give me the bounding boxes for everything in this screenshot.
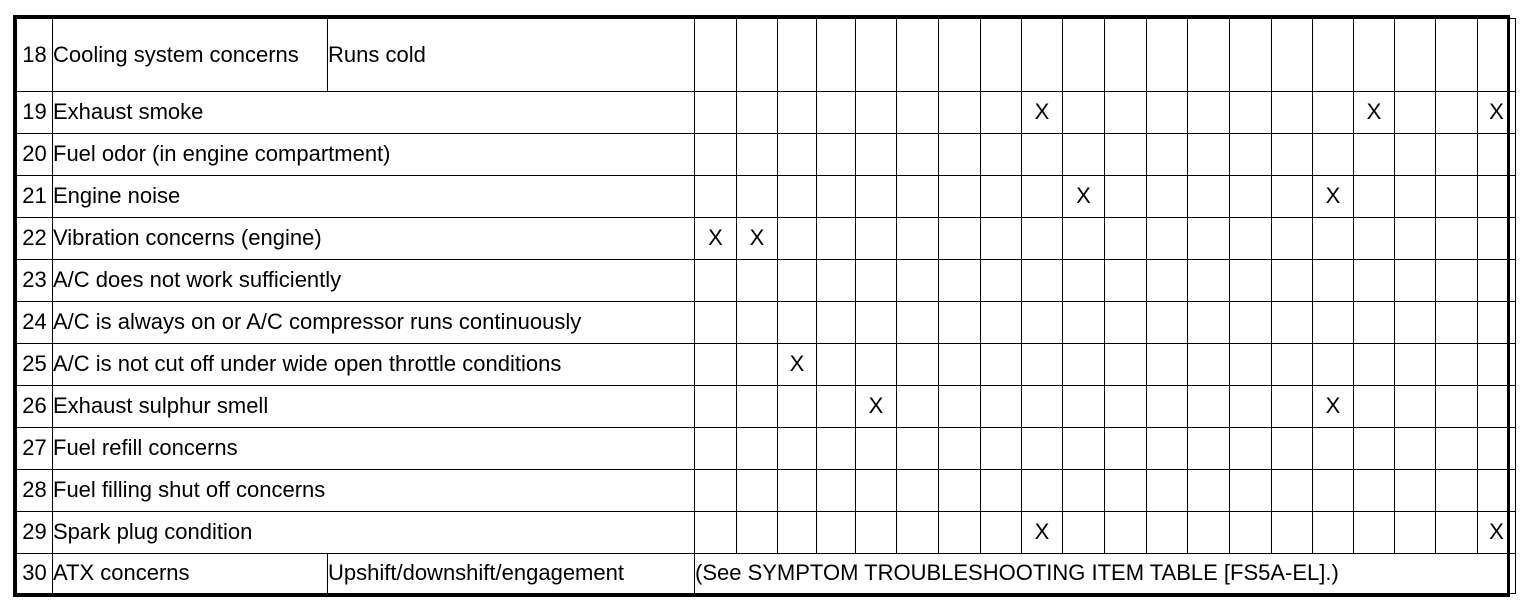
empty-cell [1230,428,1272,470]
empty-cell [737,428,778,470]
empty-cell [1395,218,1436,260]
empty-cell [1272,19,1313,92]
empty-cell [1354,386,1395,428]
row-number: 19 [17,92,53,134]
table-row [17,512,1516,554]
empty-cell [856,176,897,218]
empty-cell [817,92,856,134]
empty-cell [1272,470,1313,512]
empty-cell [817,19,856,92]
empty-cell [1022,134,1063,176]
table-row [17,260,1516,302]
empty-cell [981,92,1022,134]
empty-cell [1436,302,1478,344]
symptom-condition: Upshift/downshift/engagement [328,554,695,594]
symptom-item: Exhaust sulphur smell [53,386,695,428]
empty-cell [695,512,737,554]
empty-cell [1147,344,1188,386]
empty-cell [1188,386,1230,428]
table-row [17,344,1516,386]
empty-cell [981,512,1022,554]
empty-cell [1313,428,1354,470]
empty-cell [817,344,856,386]
row-number: 24 [17,302,53,344]
empty-cell [1188,19,1230,92]
empty-cell [1478,344,1516,386]
empty-cell [1063,512,1105,554]
empty-cell [1105,512,1147,554]
check-mark: X [856,386,897,428]
table-row [17,302,1516,344]
empty-cell [1063,302,1105,344]
empty-cell [856,218,897,260]
empty-cell [695,302,737,344]
empty-cell [1147,218,1188,260]
empty-cell [695,344,737,386]
symptom-item: A/C is always on or A/C compressor runs continuously [53,302,695,344]
symptom-item: Fuel refill concerns [53,428,695,470]
empty-cell [1436,386,1478,428]
empty-cell [1022,302,1063,344]
empty-cell [939,386,981,428]
empty-cell [1022,386,1063,428]
empty-cell [981,218,1022,260]
empty-cell [1105,344,1147,386]
empty-cell [1354,134,1395,176]
empty-cell [1395,134,1436,176]
empty-cell [1272,302,1313,344]
empty-cell [1272,176,1313,218]
empty-cell [778,92,817,134]
diagnostic-table-frame [13,15,1510,597]
empty-cell [1230,176,1272,218]
empty-cell [1354,260,1395,302]
symptom-item: Fuel filling shut off concerns [53,470,695,512]
empty-cell [737,134,778,176]
empty-cell [695,428,737,470]
empty-cell [817,428,856,470]
check-mark: X [778,344,817,386]
empty-cell [1354,344,1395,386]
empty-cell [856,302,897,344]
empty-cell [981,260,1022,302]
empty-cell [1188,302,1230,344]
empty-cell [856,134,897,176]
empty-cell [1436,344,1478,386]
row-number: 29 [17,512,53,554]
empty-cell [1188,344,1230,386]
table-row [17,218,1516,260]
empty-cell [1478,134,1516,176]
empty-cell [817,470,856,512]
empty-cell [939,176,981,218]
empty-cell [1105,19,1147,92]
table-row [17,470,1516,512]
empty-cell [737,512,778,554]
empty-cell [1063,92,1105,134]
symptom-item: Cooling system concerns [53,19,328,92]
empty-cell [1436,176,1478,218]
empty-cell [1436,218,1478,260]
empty-cell [1230,19,1272,92]
symptom-item: A/C is not cut off under wide open throttle conditions [53,344,695,386]
empty-cell [1395,302,1436,344]
empty-cell [778,176,817,218]
empty-cell [1230,386,1272,428]
empty-cell [1063,428,1105,470]
empty-cell [981,134,1022,176]
empty-cell [1478,218,1516,260]
empty-cell [1063,19,1105,92]
empty-cell [856,470,897,512]
row-number: 25 [17,344,53,386]
empty-cell [1147,386,1188,428]
empty-cell [1478,19,1516,92]
empty-cell [695,92,737,134]
empty-cell [1105,302,1147,344]
empty-cell [1063,386,1105,428]
empty-cell [1436,470,1478,512]
empty-cell [981,386,1022,428]
empty-cell [737,19,778,92]
empty-cell [939,428,981,470]
empty-cell [897,134,939,176]
check-mark: X [1478,92,1516,134]
empty-cell [1105,428,1147,470]
symptom-item: Engine noise [53,176,695,218]
empty-cell [695,19,737,92]
empty-cell [1313,218,1354,260]
empty-cell [1395,260,1436,302]
empty-cell [1188,218,1230,260]
empty-cell [778,260,817,302]
empty-cell [817,386,856,428]
empty-cell [1022,19,1063,92]
empty-cell [1022,428,1063,470]
check-mark: X [1478,512,1516,554]
empty-cell [1063,470,1105,512]
empty-cell [1436,19,1478,92]
empty-cell [1272,134,1313,176]
empty-cell [695,260,737,302]
empty-cell [1313,92,1354,134]
empty-cell [778,218,817,260]
empty-cell [1230,260,1272,302]
empty-cell [1436,428,1478,470]
empty-cell [1188,260,1230,302]
empty-cell [1147,176,1188,218]
empty-cell [981,302,1022,344]
empty-cell [897,92,939,134]
empty-cell [1478,302,1516,344]
empty-cell [939,19,981,92]
empty-cell [695,470,737,512]
empty-cell [1147,19,1188,92]
empty-cell [897,176,939,218]
empty-cell [1478,428,1516,470]
empty-cell [939,218,981,260]
empty-cell [1147,512,1188,554]
empty-cell [1230,470,1272,512]
empty-cell [817,218,856,260]
empty-cell [1478,386,1516,428]
empty-cell [1147,470,1188,512]
empty-cell [737,470,778,512]
empty-cell [778,386,817,428]
row-number: 20 [17,134,53,176]
empty-cell [695,176,737,218]
empty-cell [1147,260,1188,302]
symptom-item: Vibration concerns (engine) [53,218,695,260]
empty-cell [856,512,897,554]
table-row [17,19,1516,92]
empty-cell [1230,92,1272,134]
empty-cell [1022,470,1063,512]
empty-cell [1147,302,1188,344]
empty-cell [981,19,1022,92]
empty-cell [897,260,939,302]
row-number: 22 [17,218,53,260]
table-row [17,176,1516,218]
empty-cell [897,428,939,470]
check-mark: X [737,218,778,260]
empty-cell [1105,176,1147,218]
empty-cell [737,176,778,218]
empty-cell [1272,386,1313,428]
empty-cell [1230,344,1272,386]
empty-cell [1478,470,1516,512]
empty-cell [1147,92,1188,134]
empty-cell [897,470,939,512]
empty-cell [1478,260,1516,302]
empty-cell [897,218,939,260]
empty-cell [778,428,817,470]
empty-cell [856,92,897,134]
empty-cell [1313,512,1354,554]
table-row [17,554,1516,594]
empty-cell [1188,134,1230,176]
symptom-item: Exhaust smoke [53,92,695,134]
empty-cell [939,260,981,302]
empty-cell [981,344,1022,386]
empty-cell [1272,428,1313,470]
symptom-item: A/C does not work sufficiently [53,260,695,302]
empty-cell [1230,134,1272,176]
empty-cell [1436,92,1478,134]
empty-cell [817,302,856,344]
symptom-diagnostic-table [16,18,1516,594]
empty-cell [1272,218,1313,260]
empty-cell [1230,302,1272,344]
empty-cell [1063,134,1105,176]
empty-cell [856,428,897,470]
empty-cell [939,344,981,386]
empty-cell [1188,176,1230,218]
empty-cell [1395,470,1436,512]
empty-cell [1436,260,1478,302]
empty-cell [1147,428,1188,470]
empty-cell [1105,92,1147,134]
row-number: 23 [17,260,53,302]
empty-cell [1354,470,1395,512]
table-row [17,134,1516,176]
empty-cell [939,470,981,512]
empty-cell [939,302,981,344]
empty-cell [1272,92,1313,134]
check-mark: X [1063,176,1105,218]
empty-cell [778,470,817,512]
empty-cell [1188,470,1230,512]
empty-cell [737,344,778,386]
empty-cell [1354,512,1395,554]
empty-cell [1313,302,1354,344]
empty-cell [817,176,856,218]
empty-cell [778,512,817,554]
empty-cell [1188,428,1230,470]
empty-cell [778,134,817,176]
check-mark: X [695,218,737,260]
empty-cell [1022,344,1063,386]
empty-cell [1395,512,1436,554]
table-row [17,386,1516,428]
empty-cell [737,386,778,428]
empty-cell [939,512,981,554]
empty-cell [737,92,778,134]
check-mark: X [1313,386,1354,428]
empty-cell [1436,134,1478,176]
empty-cell [1354,218,1395,260]
empty-cell [1354,19,1395,92]
empty-cell [1478,176,1516,218]
empty-cell [897,386,939,428]
empty-cell [1313,19,1354,92]
empty-cell [1436,512,1478,554]
empty-cell [939,92,981,134]
empty-cell [737,302,778,344]
row-number: 27 [17,428,53,470]
empty-cell [1313,344,1354,386]
empty-cell [1105,218,1147,260]
table-row [17,92,1516,134]
empty-cell [1395,176,1436,218]
row-number: 26 [17,386,53,428]
symptom-item: ATX concerns [53,554,328,594]
empty-cell [1188,92,1230,134]
check-mark: X [1022,92,1063,134]
empty-cell [1395,92,1436,134]
empty-cell [1188,512,1230,554]
symptom-condition: Runs cold [328,19,695,92]
empty-cell [1354,302,1395,344]
row-number: 18 [17,19,53,92]
empty-cell [817,134,856,176]
empty-cell [778,19,817,92]
row-number: 21 [17,176,53,218]
empty-cell [778,302,817,344]
empty-cell [1395,428,1436,470]
row-number: 28 [17,470,53,512]
empty-cell [981,428,1022,470]
empty-cell [1313,470,1354,512]
symptom-item: Fuel odor (in engine compartment) [53,134,695,176]
empty-cell [1063,344,1105,386]
see-reference-note: (See SYMPTOM TROUBLESHOOTING ITEM TABLE [FS5A-EL].) [695,554,1516,594]
empty-cell [939,134,981,176]
empty-cell [856,260,897,302]
empty-cell [1105,470,1147,512]
empty-cell [856,19,897,92]
empty-cell [817,260,856,302]
row-number: 30 [17,554,53,594]
empty-cell [1230,218,1272,260]
empty-cell [695,134,737,176]
empty-cell [1105,386,1147,428]
empty-cell [897,302,939,344]
empty-cell [1105,134,1147,176]
empty-cell [1313,260,1354,302]
empty-cell [817,512,856,554]
empty-cell [897,19,939,92]
empty-cell [1272,260,1313,302]
empty-cell [981,176,1022,218]
empty-cell [1395,344,1436,386]
empty-cell [1063,260,1105,302]
empty-cell [1147,134,1188,176]
empty-cell [1230,512,1272,554]
check-mark: X [1354,92,1395,134]
empty-cell [737,260,778,302]
empty-cell [1354,176,1395,218]
empty-cell [1313,134,1354,176]
empty-cell [897,512,939,554]
check-mark: X [1313,176,1354,218]
empty-cell [1022,218,1063,260]
empty-cell [1395,19,1436,92]
check-mark: X [1022,512,1063,554]
empty-cell [1272,512,1313,554]
empty-cell [1022,260,1063,302]
empty-cell [695,386,737,428]
symptom-item: Spark plug condition [53,512,695,554]
empty-cell [856,344,897,386]
empty-cell [1395,386,1436,428]
empty-cell [1063,218,1105,260]
empty-cell [1354,428,1395,470]
empty-cell [981,470,1022,512]
empty-cell [1272,344,1313,386]
empty-cell [1022,176,1063,218]
table-row [17,428,1516,470]
empty-cell [897,344,939,386]
empty-cell [1105,260,1147,302]
